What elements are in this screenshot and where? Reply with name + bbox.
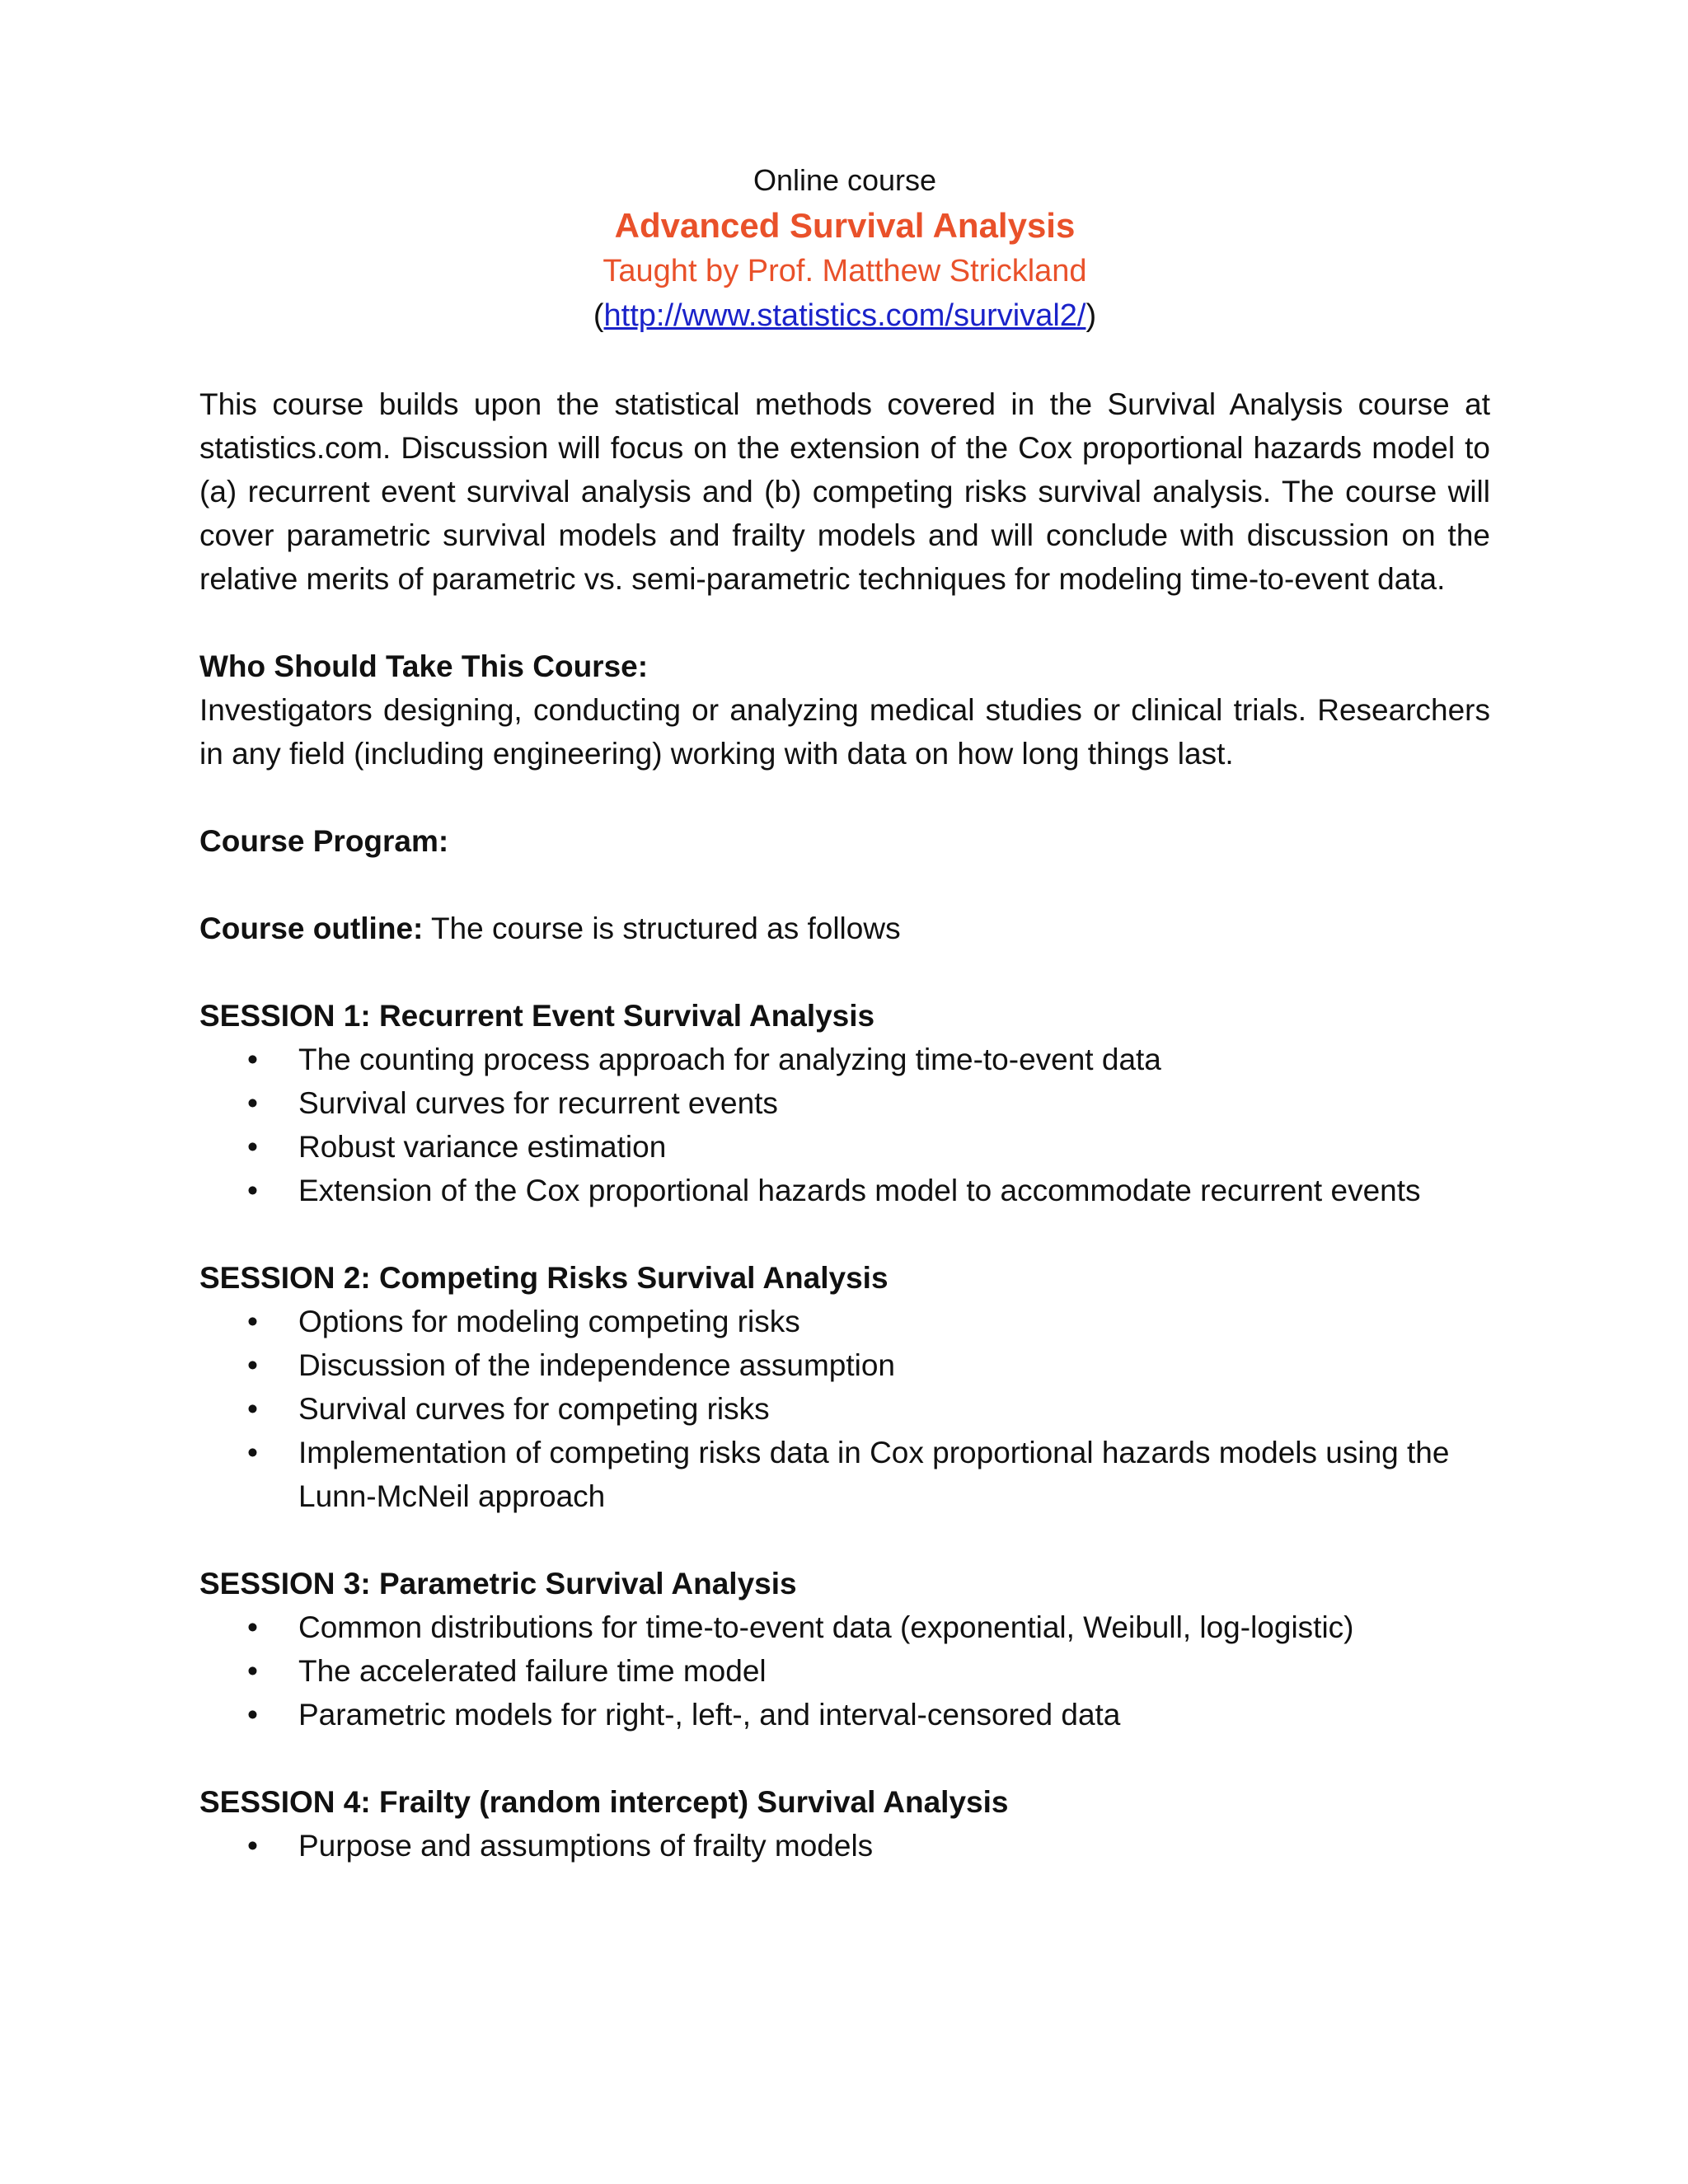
course-url-link[interactable]: http://www.statistics.com/survival2/ xyxy=(603,298,1086,333)
outline-line xyxy=(199,907,1490,950)
session-items xyxy=(199,1300,1490,1518)
course-url-line xyxy=(199,293,1490,338)
list-item: • Survival curves for recurrent events xyxy=(199,1081,1490,1125)
bullet-icon: • xyxy=(247,1043,258,1076)
bullet-icon: • xyxy=(247,1698,258,1732)
list-item: • Implementation of competing risks data in Cox proportional hazards models using the Lunn-McNeil approach xyxy=(199,1431,1490,1518)
list-item: • Parametric models for right-, left-, and interval-censored data xyxy=(199,1693,1490,1736)
bullet-icon: • xyxy=(247,1348,258,1382)
course-kicker: Online course xyxy=(753,163,937,197)
outline-text: The course is structured as follows xyxy=(423,912,901,945)
list-item: • Robust variance estimation xyxy=(199,1125,1490,1169)
instructor-line: Taught by Prof. Matthew Strickland xyxy=(603,254,1087,288)
intro-paragraph: This course builds upon the statistical methods covered in the Survival Analysis course at statistics.com. Discussion will focus on the extension of the Cox proportional hazards model to (a) recurrent event survival analysis and (b) competing risks survival analysis. The course will cover parametric survival models and frailty models and will conclude with discussion on the relative merits of parametric vs. semi-parametric techniques for modeling time-to-event data. xyxy=(199,387,1490,596)
session-heading: SESSION 3: Parametric Survival Analysis xyxy=(199,1567,797,1601)
bullet-icon: • xyxy=(247,1086,258,1120)
session-items xyxy=(199,1824,1490,1868)
bullet-icon: • xyxy=(247,1130,258,1164)
session-heading: SESSION 1: Recurrent Event Survival Analysis xyxy=(199,999,875,1033)
document-page xyxy=(199,158,1490,1868)
list-item: • Survival curves for competing risks xyxy=(199,1387,1490,1431)
list-item: • The counting process approach for analyzing time-to-event data xyxy=(199,1038,1490,1081)
bullet-icon: • xyxy=(247,1305,258,1338)
bullet-icon: • xyxy=(247,1436,258,1469)
program-heading: Course Program: xyxy=(199,824,449,858)
bullet-icon: • xyxy=(247,1392,258,1426)
bullet-icon: • xyxy=(247,1829,258,1863)
audience-text: Investigators designing, conducting or analyzing medical studies or clinical trials. Researchers in any field (including engineering) working with data on how long things last. xyxy=(199,693,1490,771)
url-open-paren: ( xyxy=(593,298,604,333)
session-2 xyxy=(199,1256,1490,1518)
bullet-icon: • xyxy=(247,1610,258,1644)
url-close-paren: ) xyxy=(1085,298,1097,333)
bullet-icon: • xyxy=(247,1174,258,1207)
list-item: • Options for modeling competing risks xyxy=(199,1300,1490,1343)
session-heading: SESSION 2: Competing Risks Survival Analysis xyxy=(199,1261,889,1295)
session-items xyxy=(199,1038,1490,1212)
session-heading: SESSION 4: Frailty (random intercept) Survival Analysis xyxy=(199,1785,1009,1819)
audience-heading: Who Should Take This Course: xyxy=(199,649,649,683)
bullet-icon: • xyxy=(247,1654,258,1688)
list-item: • Common distributions for time-to-event data (exponential, Weibull, log-logistic) xyxy=(199,1605,1490,1649)
session-items xyxy=(199,1605,1490,1736)
list-item: • The accelerated failure time model xyxy=(199,1649,1490,1693)
session-3 xyxy=(199,1562,1490,1736)
list-item: • Extension of the Cox proportional hazards model to accommodate recurrent events xyxy=(199,1169,1490,1212)
outline-label: Course outline: xyxy=(199,912,424,945)
list-item: • Discussion of the independence assumption xyxy=(199,1343,1490,1387)
session-1 xyxy=(199,994,1490,1212)
course-title: Advanced Survival Analysis xyxy=(614,206,1076,245)
list-item: • Purpose and assumptions of frailty models xyxy=(199,1824,1490,1868)
session-4 xyxy=(199,1780,1490,1868)
